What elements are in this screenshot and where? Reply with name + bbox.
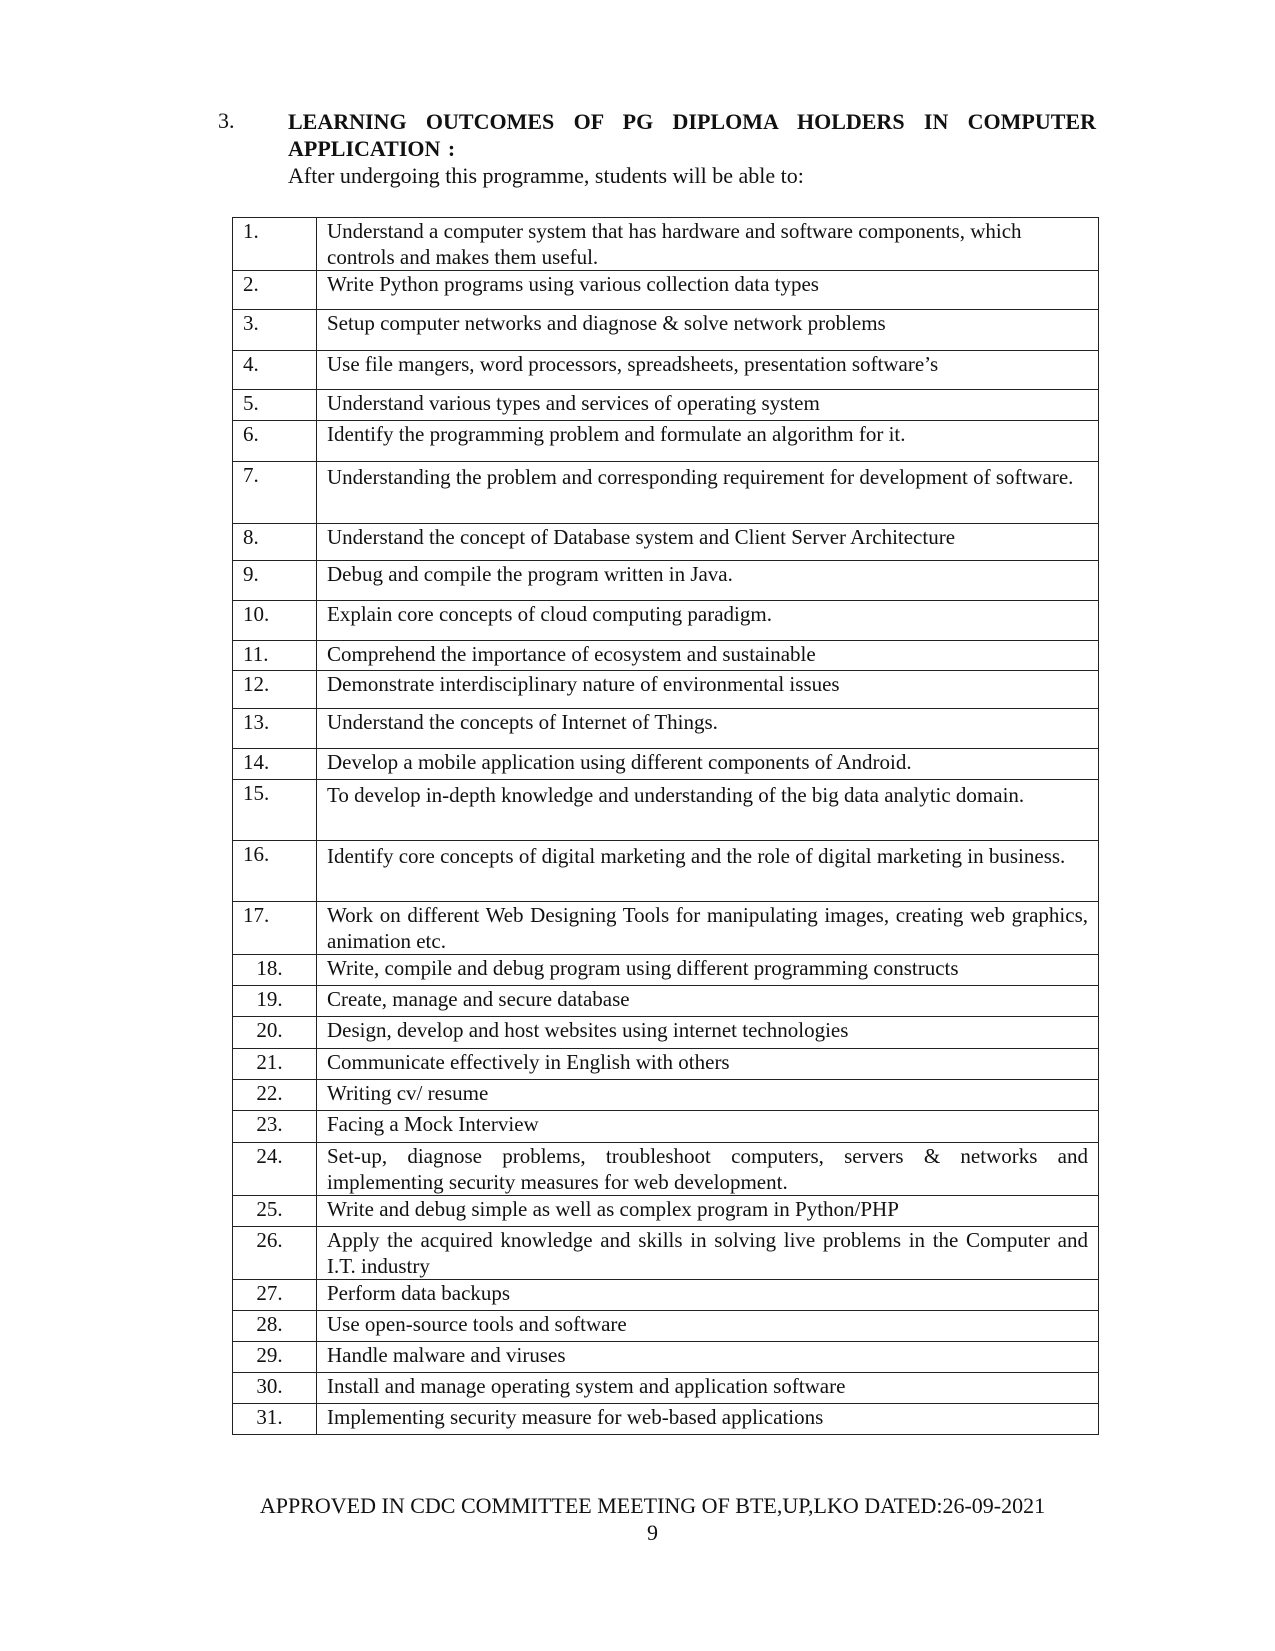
table-row	[233, 601, 1099, 641]
table-row	[233, 524, 1099, 561]
outcome-number: 25.	[233, 1196, 317, 1227]
table-row	[233, 1373, 1099, 1404]
outcome-text: Demonstrate interdisciplinary nature of environmental issues	[317, 671, 1099, 709]
outcome-text: Create, manage and secure database	[317, 986, 1099, 1017]
outcome-text: Develop a mobile application using different components of Android.	[317, 749, 1099, 780]
outcome-number: 21.	[233, 1049, 317, 1080]
table-row	[233, 271, 1099, 310]
outcome-text: Facing a Mock Interview	[317, 1111, 1099, 1143]
outcome-text: Work on different Web Designing Tools for manipulating images, creating web graphics, animation etc.	[317, 902, 1099, 955]
table-row	[233, 1111, 1099, 1143]
outcome-text: Setup computer networks and diagnose & solve network problems	[317, 310, 1099, 351]
table-row	[233, 841, 1099, 902]
outcome-number: 5.	[233, 390, 317, 421]
outcome-number: 1.	[233, 218, 317, 271]
outcome-text: Write Python programs using various collection data types	[317, 271, 1099, 310]
outcome-number: 22.	[233, 1080, 317, 1111]
outcome-text: Apply the acquired knowledge and skills in solving live problems in the Computer and I.T. industry	[317, 1227, 1099, 1280]
outcome-text: Understand the concept of Database system and Client Server Architecture	[317, 524, 1099, 561]
outcome-number: 28.	[233, 1311, 317, 1342]
table-row	[233, 641, 1099, 671]
outcome-text: Understand various types and services of operating system	[317, 390, 1099, 421]
outcome-text: Understand a computer system that has hardware and software components, which controls and makes them useful.	[317, 218, 1099, 271]
table-row	[233, 1049, 1099, 1080]
table-row	[233, 780, 1099, 841]
outcome-number: 17.	[233, 902, 317, 955]
approval-note: APPROVED IN CDC COMMITTEE MEETING OF BTE,UP,LKO DATED:26-09-2021	[259, 1493, 1046, 1518]
section-title: LEARNING OUTCOMES OF PG DIPLOMA HOLDERS IN COMPUTER APPLICATION :	[288, 109, 1096, 161]
page-number: 9	[647, 1520, 658, 1545]
outcome-text: Understanding the problem and corresponding requirement for development of software.	[317, 462, 1099, 524]
outcome-number: 30.	[233, 1373, 317, 1404]
outcome-number: 13.	[233, 709, 317, 749]
table-row	[233, 462, 1099, 524]
outcome-number: 26.	[233, 1227, 317, 1280]
outcome-text: To develop in-depth knowledge and understanding of the big data analytic domain.	[317, 780, 1099, 841]
learning-outcomes-table	[232, 217, 1099, 1435]
outcome-text: Design, develop and host websites using internet technologies	[317, 1017, 1099, 1049]
table-row	[233, 1280, 1099, 1311]
outcome-text: Write, compile and debug program using different programming constructs	[317, 955, 1099, 986]
outcome-text: Debug and compile the program written in Java.	[317, 561, 1099, 601]
outcome-number: 2.	[233, 271, 317, 310]
table-row	[233, 1311, 1099, 1342]
outcome-number: 27.	[233, 1280, 317, 1311]
outcome-text: Handle malware and viruses	[317, 1342, 1099, 1373]
section-intro: After undergoing this programme, students will be able to:	[288, 163, 804, 188]
table-row	[233, 749, 1099, 780]
outcome-text: Set-up, diagnose problems, troubleshoot computers, servers & networks and implementing security measures for web development.	[317, 1143, 1099, 1196]
outcome-number: 9.	[233, 561, 317, 601]
table-row	[233, 1080, 1099, 1111]
outcome-number: 20.	[233, 1017, 317, 1049]
outcome-number: 15.	[233, 780, 317, 841]
outcome-text: Explain core concepts of cloud computing paradigm.	[317, 601, 1099, 641]
outcome-number: 7.	[233, 462, 317, 524]
outcome-text: Use open-source tools and software	[317, 1311, 1099, 1342]
table-row	[233, 561, 1099, 601]
table-row	[233, 390, 1099, 421]
outcome-number: 10.	[233, 601, 317, 641]
outcome-number: 23.	[233, 1111, 317, 1143]
outcome-text: Identify core concepts of digital marketing and the role of digital marketing in business.	[317, 841, 1099, 902]
table-row	[233, 955, 1099, 986]
section-number: 3.	[218, 108, 235, 133]
table-row	[233, 1143, 1099, 1196]
outcome-text: Install and manage operating system and application software	[317, 1373, 1099, 1404]
outcome-text: Comprehend the importance of ecosystem and sustainable	[317, 641, 1099, 671]
table-row	[233, 310, 1099, 351]
table-row	[233, 351, 1099, 390]
outcome-number: 6.	[233, 421, 317, 462]
outcome-number: 11.	[233, 641, 317, 671]
table-row	[233, 421, 1099, 462]
outcome-number: 31.	[233, 1404, 317, 1435]
table-row	[233, 218, 1099, 271]
table-row	[233, 1342, 1099, 1373]
outcome-number: 18.	[233, 955, 317, 986]
table-row	[233, 709, 1099, 749]
outcome-text: Write and debug simple as well as complex program in Python/PHP	[317, 1196, 1099, 1227]
table-row	[233, 1017, 1099, 1049]
outcome-number: 4.	[233, 351, 317, 390]
outcome-number: 29.	[233, 1342, 317, 1373]
outcome-number: 14.	[233, 749, 317, 780]
outcome-text: Use file mangers, word processors, spreadsheets, presentation software’s	[317, 351, 1099, 390]
outcome-number: 3.	[233, 310, 317, 351]
outcome-number: 24.	[233, 1143, 317, 1196]
outcome-text: Communicate effectively in English with others	[317, 1049, 1099, 1080]
outcome-text: Writing cv/ resume	[317, 1080, 1099, 1111]
outcome-number: 19.	[233, 986, 317, 1017]
table-row	[233, 986, 1099, 1017]
outcome-number: 12.	[233, 671, 317, 709]
outcome-text: Understand the concepts of Internet of Things.	[317, 709, 1099, 749]
table-row	[233, 1404, 1099, 1435]
table-row	[233, 1227, 1099, 1280]
outcome-number: 8.	[233, 524, 317, 561]
outcome-number: 16.	[233, 841, 317, 902]
outcome-text: Perform data backups	[317, 1280, 1099, 1311]
outcome-text: Implementing security measure for web-based applications	[317, 1404, 1099, 1435]
table-row	[233, 671, 1099, 709]
table-row	[233, 902, 1099, 955]
outcome-text: Identify the programming problem and formulate an algorithm for it.	[317, 421, 1099, 462]
table-row	[233, 1196, 1099, 1227]
